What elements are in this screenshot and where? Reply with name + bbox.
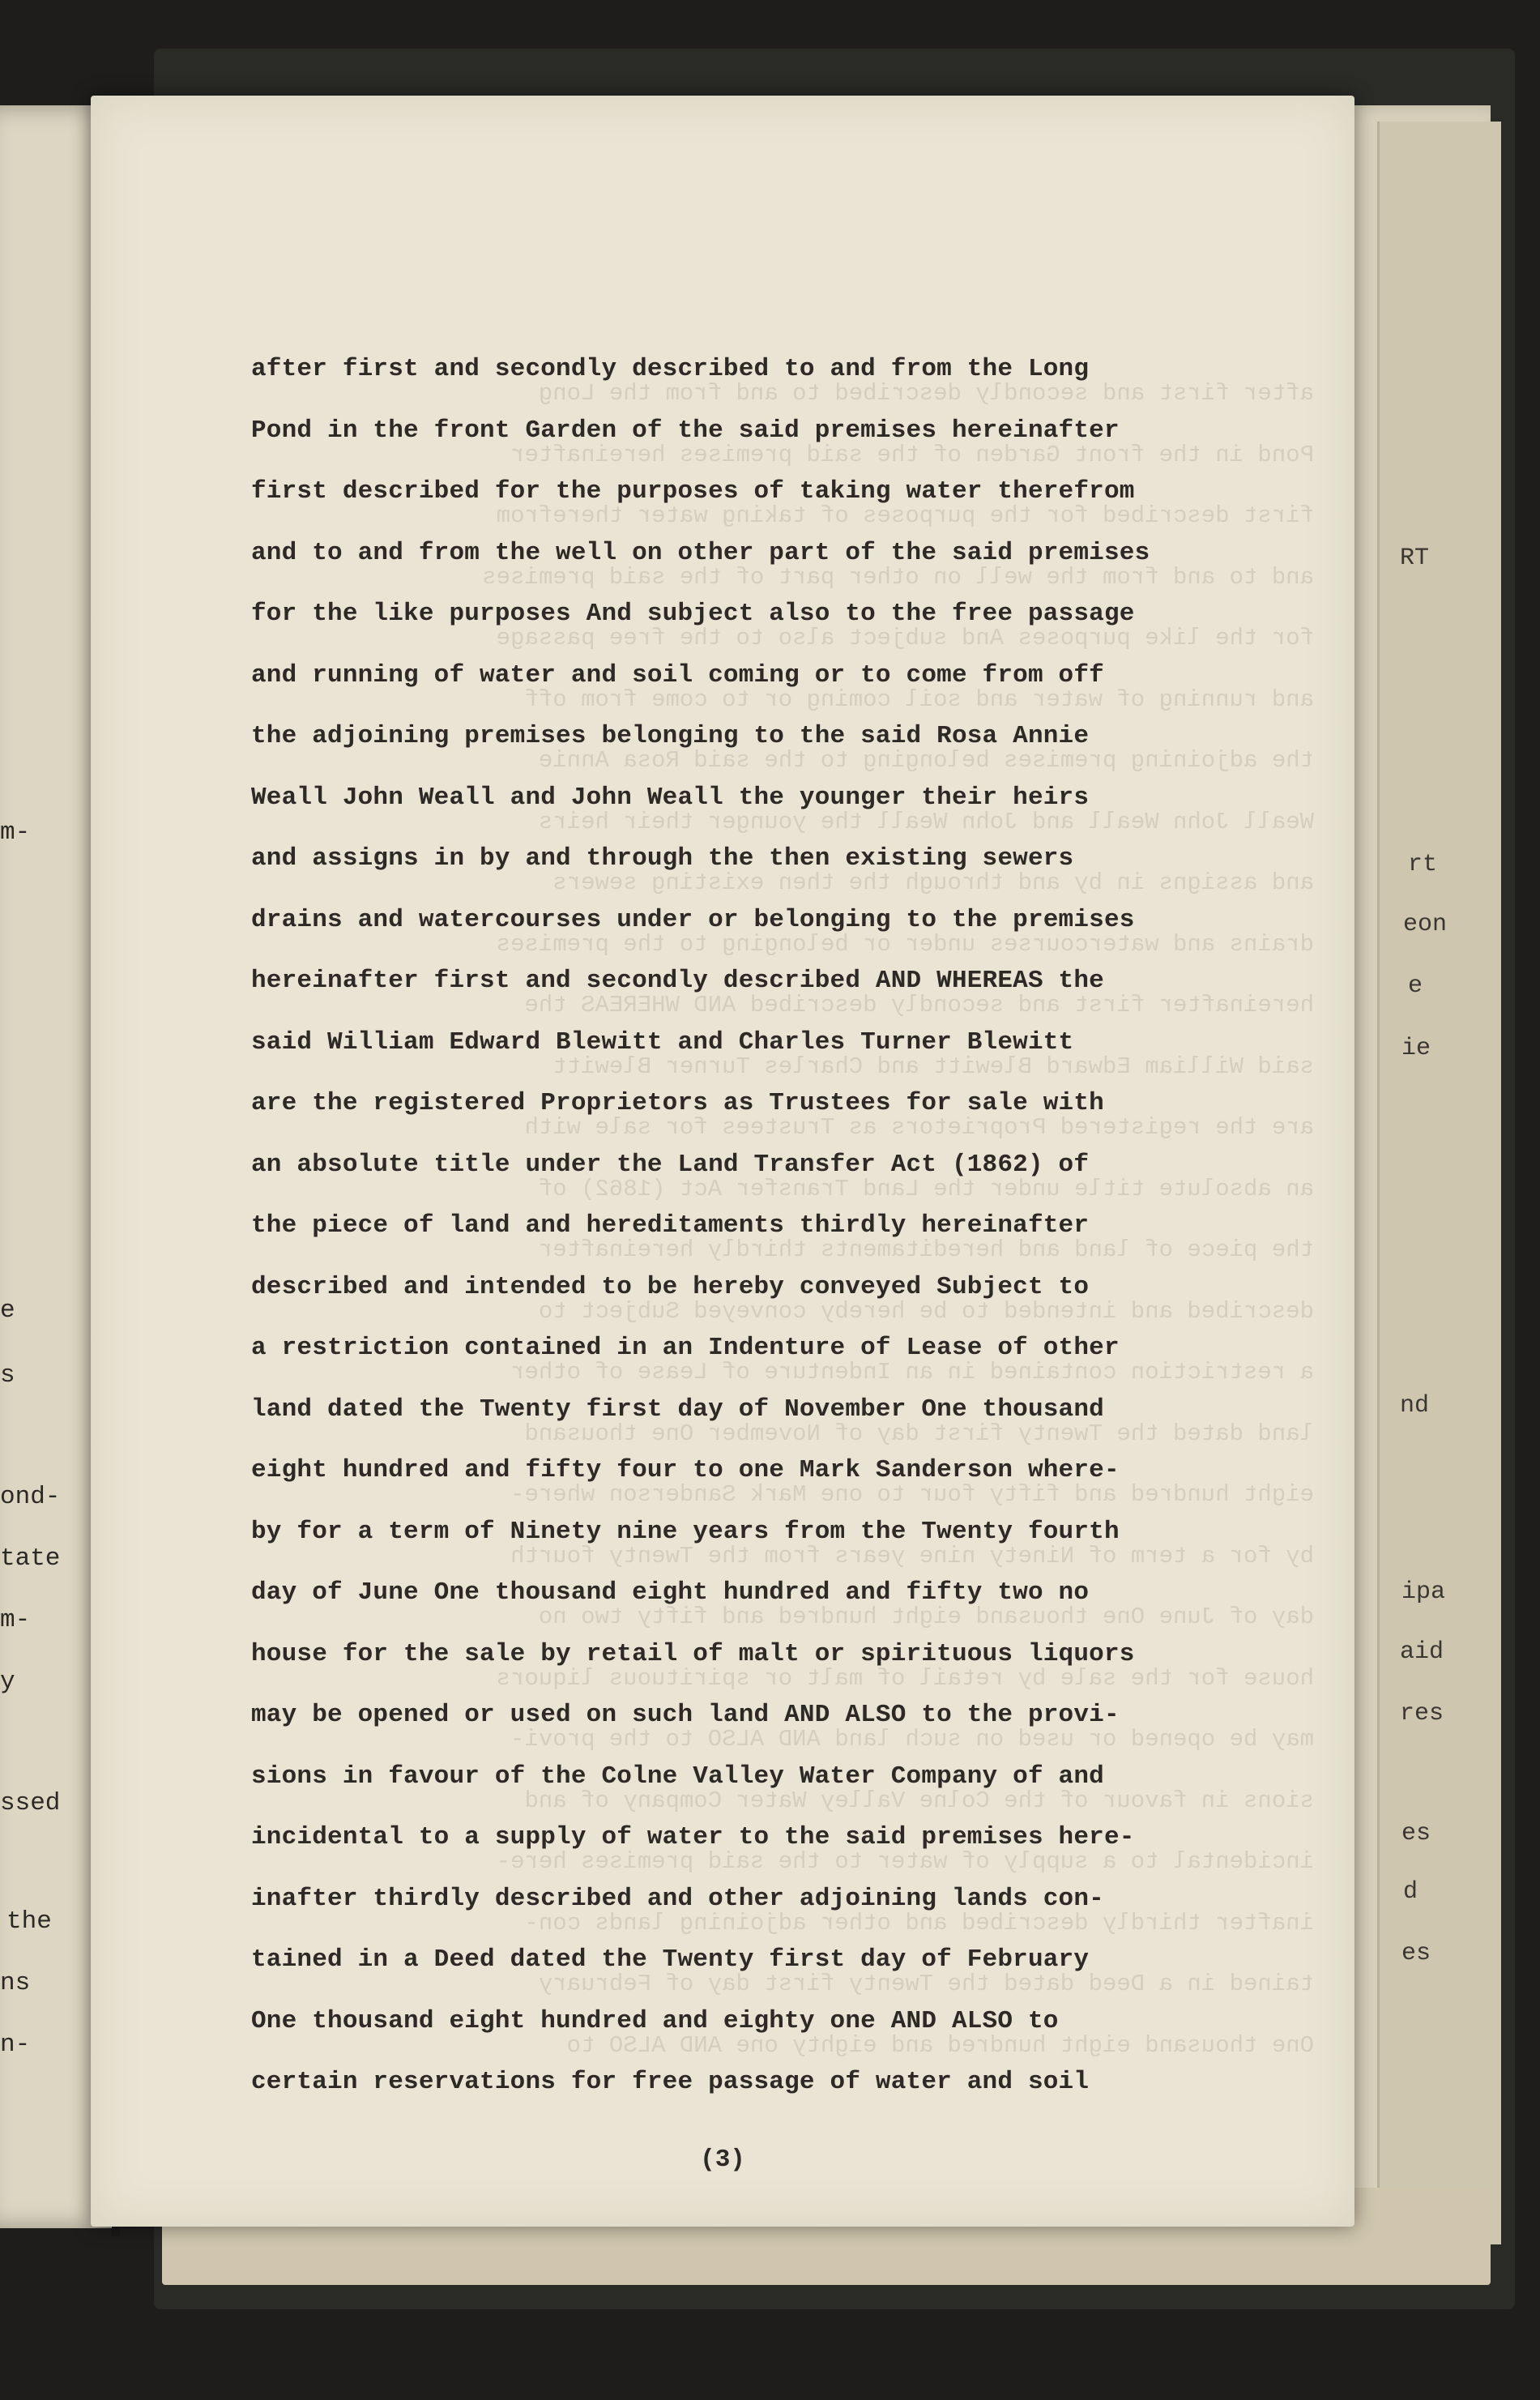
text-line: inafter thirdly described and other adjoining lands con- [251,1884,1104,1913]
right-fragment: d [1403,1878,1418,1906]
text-line: after first and secondly described to and from the Long [251,355,1090,383]
text-line: house for the sale by retail of malt or spirituous liquors [251,1639,1135,1668]
right-fragment: aid [1400,1638,1444,1666]
left-fragment: ssed [0,1789,61,1817]
text-line: land dated the Twenty first day of November One thousand [251,1394,1104,1424]
text-line: day of June One thousand eight hundred and fifty two no [251,1578,1090,1607]
right-page-fragments [1400,0,1489,2400]
right-fragment: rt [1408,851,1438,878]
text-line: described and intended to be hereby conveyed Subject to [251,1272,1090,1301]
left-fragment: ond- [0,1483,61,1511]
bleed-through-text: after first and secondly described to and from the Long Pond in the front Garden of the said premises hereinafter first described for the purposes of taking water therefrom and to and from the well on other part of the said premises for the like purposes And subject also to the free passage and running of water and soil coming or to come from off the adjoining premises belonging to the said Rosa Annie Weall John Weall and John Weall the younger their heirs and assigns in by and through the then existing sewers drains and watercourses under or belonging to the premises hereinafter first and secondly described AND WHEREAS the said William Edward Blewitt and Charles Turner Blewitt are the registered Proprietors as Trustees for sale with an absolute title under the Land Transfer Act (1862) of the piece of land and hereditaments thirdly hereinafter described and intended to be hereby conveyed Subject to a restriction contained in an Indenture of Lease of other land dated the Twenty first day of November One thousand eight hundred and fifty four to one Mark Sanderson where- by for a term of Ninety nine years from the Twenty fourth day of June One thousand eight hundred and fifty two no house for the sale by retail of malt or spirituous liquors may be opened or used on such land AND ALSO to the provi- sions in favour of the Colne Valley Water Company of and incidental to a supply of water to the said premises here- inafter thirdly described and other adjoining lands con- tained in a Deed dated the Twenty first day of February One thousand eight hundred and eighty one AND ALSO to [482,380,1314,2059]
text-line: Weall John Weall and John Weall the younger their heirs [251,783,1090,812]
right-fragment: ipa [1401,1578,1446,1606]
document-page [91,96,1354,2227]
document-body [251,339,1304,2113]
left-fragment: the [6,1907,52,1936]
text-line: for the like purposes And subject also to the free passage [251,600,1135,628]
right-fragment: eon [1403,911,1448,938]
text-line: eight hundred and fifty four to one Mark Sanderson where- [251,1456,1120,1484]
text-line: a restriction contained in an Indenture of Lease of other [251,1334,1120,1362]
left-fragment: n- [0,2031,31,2059]
page-number: (3) [700,2146,745,2174]
left-fragment: m- [0,818,31,847]
text-line: are the registered Proprietors as Trustees for sale with [251,1089,1104,1117]
left-fragment: tate [0,1544,61,1573]
text-line: and assigns in by and through the then existing sewers [251,844,1074,873]
left-fragment: m- [0,1606,31,1634]
right-fragment: es [1401,1940,1431,1967]
text-line: the adjoining premises belonging to the said Rosa Annie [251,722,1090,750]
text-line: hereinafter first and secondly described AND WHEREAS the [251,967,1104,995]
right-fragment: e [1408,972,1423,1000]
right-fragment: nd [1400,1392,1430,1420]
text-line: and to and from the well on other part of the said premises [251,538,1150,567]
text-line: Pond in the front Garden of the said premises hereinafter [251,416,1120,445]
text-line: incidental to a supply of water to the said premises here- [251,1823,1135,1851]
text-line: may be opened or used on such land AND ALSO to the provi- [251,1701,1120,1729]
text-line: said William Edward Blewitt and Charles Turner Blewitt [251,1027,1074,1057]
text-line: the piece of land and hereditaments thirdly hereinafter [251,1211,1090,1240]
text-line: One thousand eight hundred and eighty one AND ALSO to [251,2006,1059,2035]
right-fragment: res [1400,1700,1444,1727]
text-line: by for a term of Ninety nine years from the Twenty fourth [251,1517,1120,1546]
text-line: first described for the purposes of taking water therefrom [251,477,1135,506]
text-line: certain reservations for free passage of water and soil [251,2068,1090,2096]
left-fragment: ns [0,1969,31,1997]
left-fragment: y [0,1668,15,1696]
text-line: tained in a Deed dated the Twenty first day of February [251,1945,1090,1974]
text-line: sions in favour of the Colne Valley Water Company of and [251,1762,1104,1791]
right-fragment: ie [1401,1035,1431,1062]
right-fragment: es [1401,1820,1431,1847]
left-fragment: s [0,1361,15,1390]
text-line: drains and watercourses under or belonging to the premises [251,905,1135,934]
right-fragment: RT [1400,544,1430,572]
text-line: and running of water and soil coming or to come from off [251,660,1104,690]
left-fragment: e [0,1296,15,1325]
text-line: an absolute title under the Land Transfer Act (1862) of [251,1150,1090,1179]
